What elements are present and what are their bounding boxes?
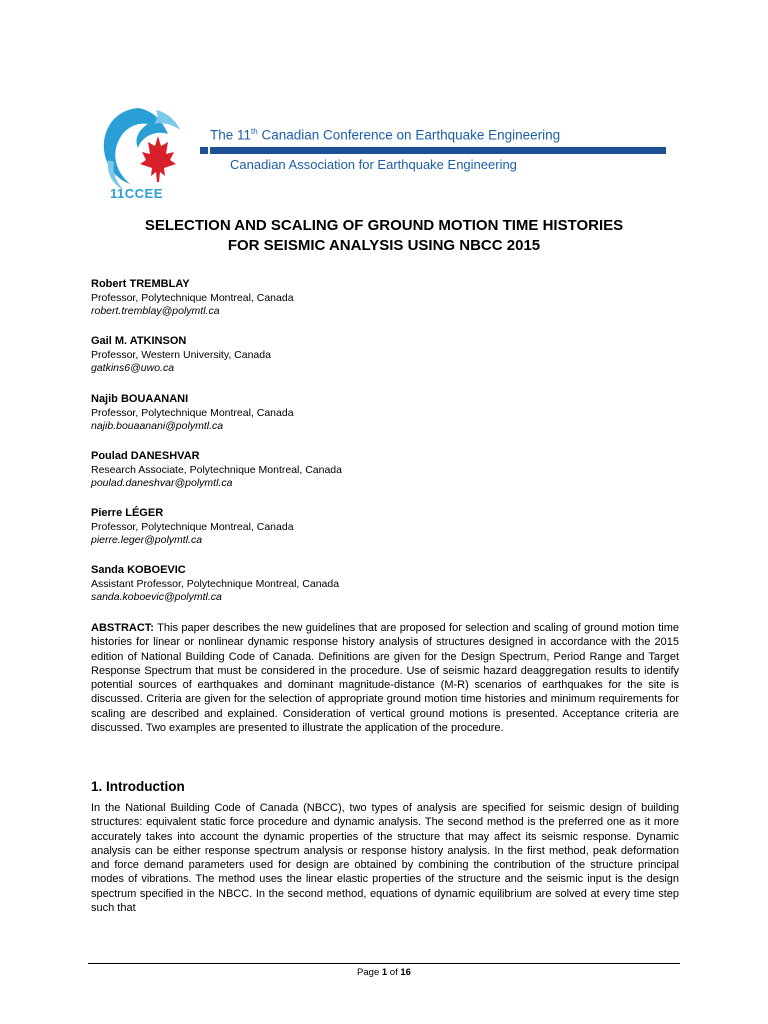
author-name: Najib BOUAANANI (91, 393, 189, 405)
author-block (91, 564, 339, 605)
author-email: pierre.leger@polymtl.ca (91, 534, 203, 546)
author-block (91, 278, 294, 319)
author-name: Poulad DANESHVAR (91, 450, 200, 462)
author-block (91, 335, 271, 376)
paper-title: SELECTION AND SCALING OF GROUND MOTION TIME HISTORIES FOR SEISMIC ANALYSIS USING NBCC 2015 (144, 217, 624, 254)
logo-label: 11CCEE (110, 186, 163, 201)
author-email: sanda.koboevic@polymtl.ca (91, 591, 222, 603)
author-email: najib.bouaanani@polymtl.ca (91, 420, 224, 432)
author-name: Robert TREMBLAY (91, 278, 190, 290)
conference-title: The 11th Canadian Conference on Earthquake Engineering (210, 127, 561, 143)
author-email: poulad.daneshvar@polymtl.ca (91, 477, 233, 489)
abstract-label: ABSTRACT: (91, 622, 154, 634)
author-email: robert.tremblay@polymtl.ca (91, 305, 220, 317)
author-affiliation: Professor, Polytechnique Montreal, Canada (91, 291, 294, 304)
abstract (91, 621, 679, 735)
author-affiliation: Professor, Western University, Canada (91, 348, 271, 361)
author-block (91, 507, 294, 548)
section-heading: 1. Introduction (91, 779, 185, 794)
abstract-text: This paper describes the new guidelines that are proposed for selection and scaling of ground motion time histories for linear or nonlinear dynamic response history analysis of structures designed in accordance with the 2015 edition of National Building Code of Canada. Definitions are given for the Design Spectrum, Period Range and Target Response Spectrum that must be considered in the procedure. Use of seismic hazard deaggregation results to identify potential sources of earthquakes and dominant magnitude-distance (M-R) scenarios of earthquakes for the site is discussed. Criteria are given for the selection of appropriate ground motion time histories and minimum requirements for scaling are described and explained. Consideration of vertical ground motions is presented. Acceptance criteria are discussed. Two examples are presented to illustrate the application of the procedure. (91, 622, 679, 735)
introduction-text: In the National Building Code of Canada (NBCC), two types of analysis are specified for seismic design of building structures: equivalent static force procedure and dynamic analysis. The second method is the preferred one as it more accurately takes into account the dynamic properties of the structure that may affect its seismic response. Dynamic analysis can be either response spectrum analysis or response history analysis. In the first method, peak deformation and force demand parameters used for design are obtained by combining the contribution of the structure principal modes of vibrations. The method uses the linear elastic properties of the structure and the seismic input is the design spectrum specified in the NBCC. In the second method, equations of dynamic equilibrium are solved at every time step such that (91, 802, 679, 915)
page-footer: Page 1 of 16 (357, 967, 411, 978)
footer-divider (88, 963, 680, 964)
author-block (91, 450, 342, 491)
author-name: Sanda KOBOEVIC (91, 564, 186, 576)
author-name: Pierre LÉGER (91, 507, 164, 519)
maple-leaf-icon (140, 136, 176, 182)
author-affiliation: Assistant Professor, Polytechnique Montreal, Canada (91, 577, 340, 590)
author-block (91, 393, 294, 434)
author-affiliation: Research Associate, Polytechnique Montreal, Canada (91, 463, 342, 476)
association-name: Canadian Association for Earthquake Engineering (230, 157, 517, 172)
header-divider (210, 147, 666, 154)
author-affiliation: Professor, Polytechnique Montreal, Canada (91, 406, 294, 419)
author-affiliation: Professor, Polytechnique Montreal, Canada (91, 520, 294, 533)
author-email: gatkins6@uwo.ca (91, 362, 175, 374)
author-name: Gail M. ATKINSON (91, 335, 187, 347)
